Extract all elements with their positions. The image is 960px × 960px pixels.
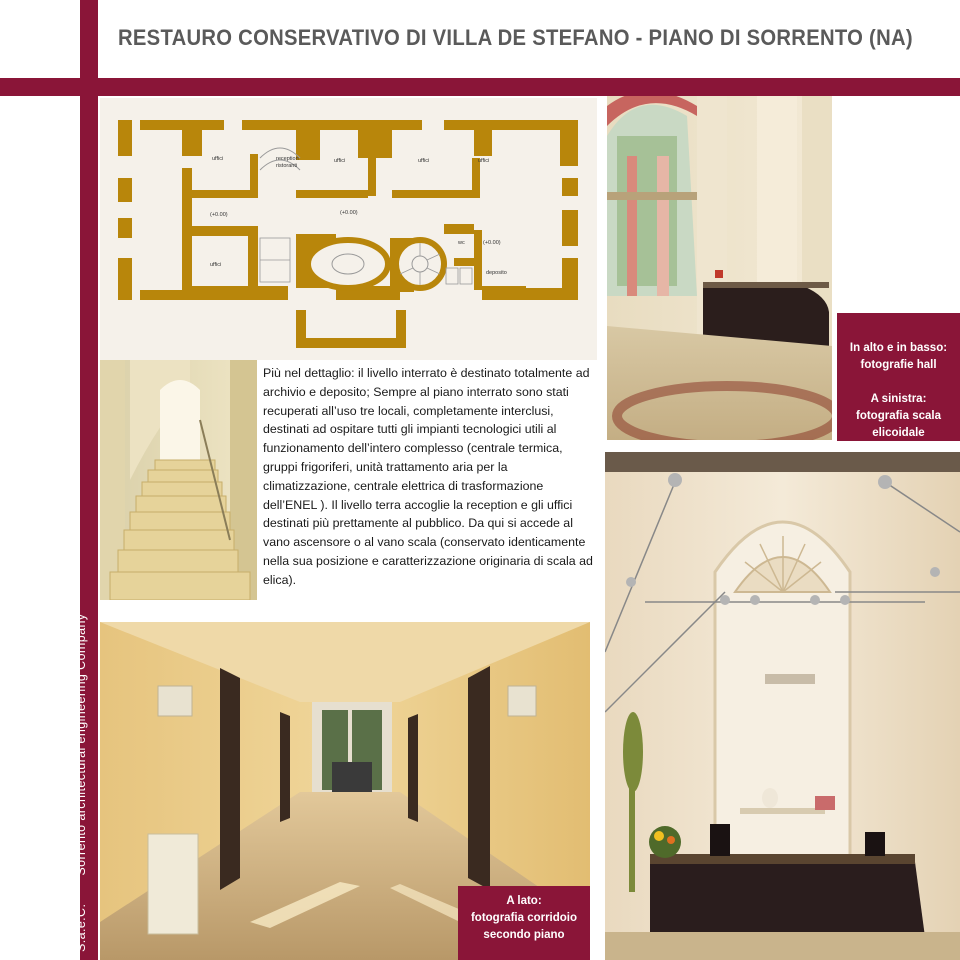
caption-hall-line2: fotografie hall [860, 359, 937, 371]
caption-stairs-line3: elicoidale [872, 427, 925, 439]
hall-photo-bottom [605, 452, 960, 960]
plan-label-level-1: (+0.00) [210, 212, 228, 218]
page-title: RESTAURO CONSERVATIVO DI VILLA DE STEFANO - PIANO DI SORRENTO (NA) [118, 25, 913, 50]
caption-stairs-line2: fotografia scala [856, 410, 941, 422]
caption-hall-line1: In alto e in basso: [849, 342, 948, 354]
plan-label-level-2: (+0.00) [340, 210, 358, 216]
plan-label-level-3: (+0.00) [483, 240, 501, 246]
caption-corridor-line1: A lato: [506, 895, 542, 907]
plan-label-ufficio-b: uffici [418, 158, 430, 164]
plan-label-uffici: uffici [212, 156, 224, 162]
floor-plan [100, 98, 597, 360]
floor-plan-drawing [100, 98, 597, 360]
plan-label-deposito: deposito [486, 270, 507, 276]
plan-label-wc: wc [458, 240, 465, 246]
caption-hall-stairs [837, 313, 960, 441]
hall-photo-top [607, 96, 832, 440]
company-abbr: S.a.e.C. [74, 903, 88, 952]
top-brand-bar [0, 78, 960, 96]
stairs-photo [100, 360, 257, 600]
plan-label-ufficio-a: uffici [334, 158, 346, 164]
company-vertical-label [72, 532, 90, 952]
caption-corridor-line2: fotografia corridoio [470, 912, 578, 924]
caption-corridor-line3: secondo piano [483, 929, 565, 941]
caption-corridor [458, 886, 590, 960]
plan-label-reception2: ristoranti [276, 163, 298, 169]
plan-label-ufficio-c: uffici [478, 158, 490, 164]
description-paragraph: Più nel dettaglio: il livello interrato è destinato totalmente ad archivio e deposito; Sempre al piano interrato sono stati recuperati all’uso tre locali, completamente interclusi, destinati ad ospitare tutti gli impianti tecnologici utili al funzionamento dell’intero complesso (centrale termica, gruppi frigoriferi, unità trattamento aria per la climatizzazione, centrale elettrica di trasformazione dell’ENEL ). Il livello terra accoglie la reception e gli uffici destinati più prettamente al pubblico. Da qui si accede al vano ascensore o al vano scala (conservato identicamente nella sua posizione e caratterizzazione originaria di scala ad elica). [263, 366, 593, 587]
company-name: Sorrento architectural engineering Company [74, 613, 88, 876]
plan-label-ufficio-d: uffici [210, 262, 222, 268]
caption-stairs-line1: A sinistra: [870, 393, 927, 405]
plan-label-reception: reception [276, 156, 299, 162]
